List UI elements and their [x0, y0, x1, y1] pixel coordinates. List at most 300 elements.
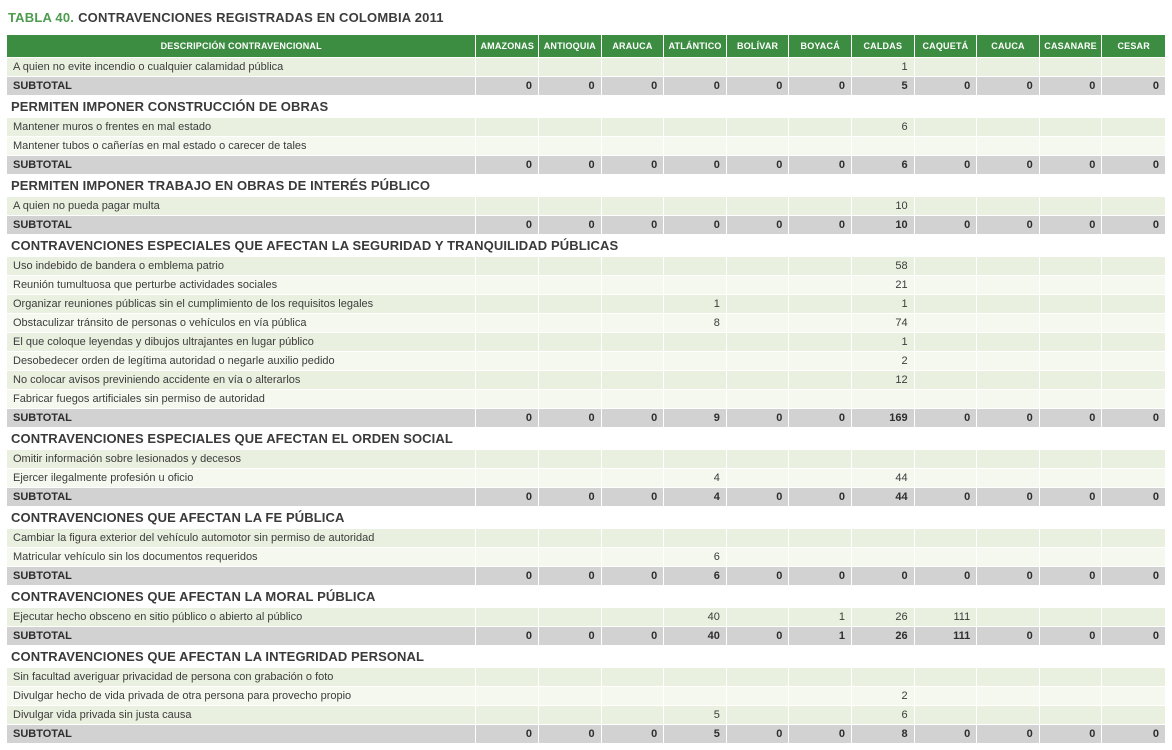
row-value: [476, 333, 539, 352]
row-value: [789, 197, 852, 216]
row-value: [1040, 668, 1103, 687]
row-value: [977, 257, 1040, 276]
row-value: [977, 118, 1040, 137]
row-description: Matricular vehículo sin los documentos requeridos: [7, 548, 476, 567]
row-value: [476, 197, 539, 216]
subtotal-value: 0: [789, 216, 852, 235]
row-value: 2: [852, 687, 915, 706]
subtotal-value: 6: [664, 567, 727, 586]
subtotal-value: 0: [727, 488, 790, 507]
row-value: 1: [789, 608, 852, 627]
table-number-label: TABLA 40.: [8, 10, 75, 25]
table-header: [7, 35, 1165, 58]
row-value: [539, 197, 602, 216]
row-value: [852, 668, 915, 687]
subtotal-label: SUBTOTAL: [7, 216, 476, 235]
subtotal-value: 5: [852, 77, 915, 96]
row-value: [789, 314, 852, 333]
row-value: [539, 469, 602, 488]
row-description: Ejecutar hecho obsceno en sitio público o abierto al público: [7, 608, 476, 627]
row-value: [977, 295, 1040, 314]
row-description: El que coloque leyendas y dibujos ultrajantes en lugar público: [7, 333, 476, 352]
subtotal-value: 0: [539, 725, 602, 744]
subtotal-value: 9: [664, 409, 727, 428]
row-description: Divulgar hecho de vida privada de otra persona para provecho propio: [7, 687, 476, 706]
subtotal-value: 0: [1102, 156, 1165, 175]
row-description: Ejercer ilegalmente profesión u oficio: [7, 469, 476, 488]
row-value: [1040, 469, 1103, 488]
row-value: [977, 137, 1040, 156]
subtotal-value: 40: [664, 627, 727, 646]
row-value: [476, 548, 539, 567]
row-value: [789, 352, 852, 371]
row-value: [977, 352, 1040, 371]
row-value: [539, 687, 602, 706]
column-header-department: ARAUCA: [602, 35, 665, 58]
row-value: [1040, 687, 1103, 706]
row-value: [602, 706, 665, 725]
row-value: [789, 371, 852, 390]
subtotal-value: 0: [1040, 567, 1103, 586]
subtotal-value: 0: [1102, 409, 1165, 428]
row-value: [539, 668, 602, 687]
row-value: [977, 314, 1040, 333]
row-value: [1040, 295, 1103, 314]
row-value: [664, 257, 727, 276]
row-value: [602, 687, 665, 706]
column-header-department: CESAR: [1102, 35, 1165, 58]
row-value: [727, 314, 790, 333]
row-value: [915, 469, 978, 488]
row-description: Divulgar vida privada sin justa causa: [7, 706, 476, 725]
row-value: [1102, 608, 1165, 627]
subtotal-value: 0: [539, 156, 602, 175]
subtotal-value: 0: [977, 156, 1040, 175]
row-value: [1102, 371, 1165, 390]
row-value: [539, 450, 602, 469]
row-value: 4: [664, 469, 727, 488]
section-title: CONTRAVENCIONES QUE AFECTAN LA FE PÚBLICA: [7, 507, 1165, 529]
subtotal-value: 0: [1040, 627, 1103, 646]
row-value: 1: [852, 295, 915, 314]
row-value: 6: [852, 118, 915, 137]
subtotal-value: 0: [476, 725, 539, 744]
row-value: [727, 548, 790, 567]
subtotal-value: 0: [1040, 409, 1103, 428]
row-value: [727, 352, 790, 371]
row-value: [977, 687, 1040, 706]
subtotal-value: 0: [664, 216, 727, 235]
row-description: Cambiar la figura exterior del vehículo automotor sin permiso de autoridad: [7, 529, 476, 548]
row-value: [664, 371, 727, 390]
row-value: [476, 257, 539, 276]
column-header-department: ANTIOQUIA: [539, 35, 602, 58]
subtotal-value: 0: [915, 216, 978, 235]
subtotal-value: 0: [1040, 156, 1103, 175]
row-value: [476, 390, 539, 409]
column-header-department: ATLÁNTICO: [664, 35, 727, 58]
row-value: [1102, 469, 1165, 488]
subtotal-value: 0: [915, 156, 978, 175]
row-value: [664, 333, 727, 352]
subtotal-value: 1: [789, 627, 852, 646]
row-value: [602, 257, 665, 276]
row-value: [727, 608, 790, 627]
row-value: 74: [852, 314, 915, 333]
table-row: [7, 137, 1165, 156]
row-value: [602, 390, 665, 409]
subtotal-value: 0: [1040, 77, 1103, 96]
row-value: [539, 529, 602, 548]
subtotal-value: 0: [727, 156, 790, 175]
row-description: Organizar reuniones públicas sin el cumplimiento de los requisitos legales: [7, 295, 476, 314]
row-value: [1040, 58, 1103, 77]
row-value: 8: [664, 314, 727, 333]
subtotal-value: 0: [539, 627, 602, 646]
row-value: [602, 469, 665, 488]
column-header-department: CAQUETÁ: [915, 35, 978, 58]
row-value: [1102, 450, 1165, 469]
subtotal-value: 0: [1102, 77, 1165, 96]
row-value: [789, 390, 852, 409]
row-value: [727, 118, 790, 137]
column-header-department: CASANARE: [1040, 35, 1103, 58]
row-value: [977, 197, 1040, 216]
row-value: [664, 668, 727, 687]
row-value: [539, 390, 602, 409]
row-value: 111: [915, 608, 978, 627]
row-value: [789, 450, 852, 469]
row-value: [1102, 137, 1165, 156]
row-value: [789, 687, 852, 706]
subtotal-value: 0: [1102, 567, 1165, 586]
subtotal-value: 0: [1040, 488, 1103, 507]
row-value: [852, 548, 915, 567]
row-value: [1040, 333, 1103, 352]
table-title-text: CONTRAVENCIONES REGISTRADAS EN COLOMBIA 2011: [78, 10, 444, 25]
subtotal-value: 0: [977, 409, 1040, 428]
subtotal-row: [7, 77, 1165, 96]
table-row: [7, 529, 1165, 548]
row-value: [915, 276, 978, 295]
row-value: [915, 58, 978, 77]
row-value: [789, 548, 852, 567]
row-value: [476, 608, 539, 627]
row-value: [1102, 58, 1165, 77]
row-value: [789, 118, 852, 137]
row-value: [977, 668, 1040, 687]
section-title: PERMITEN IMPONER CONSTRUCCIÓN DE OBRAS: [7, 96, 1165, 118]
row-value: [476, 668, 539, 687]
row-value: [602, 450, 665, 469]
subtotal-row: [7, 216, 1165, 235]
table-row: [7, 371, 1165, 390]
row-value: 44: [852, 469, 915, 488]
row-value: [727, 295, 790, 314]
row-value: [602, 371, 665, 390]
row-value: [977, 58, 1040, 77]
row-value: [1102, 548, 1165, 567]
row-value: [539, 548, 602, 567]
row-value: [602, 668, 665, 687]
column-header-department: AMAZONAS: [476, 35, 539, 58]
subtotal-value: 0: [789, 409, 852, 428]
subtotal-value: 0: [476, 409, 539, 428]
row-value: [602, 529, 665, 548]
row-value: [539, 118, 602, 137]
row-value: [539, 333, 602, 352]
row-value: [664, 197, 727, 216]
subtotal-value: 0: [1102, 627, 1165, 646]
row-value: [852, 450, 915, 469]
section-title: CONTRAVENCIONES QUE AFECTAN LA MORAL PÚBLICA: [7, 586, 1165, 608]
row-value: [476, 352, 539, 371]
row-value: [727, 529, 790, 548]
row-value: [977, 450, 1040, 469]
row-value: [727, 257, 790, 276]
subtotal-value: 0: [727, 567, 790, 586]
row-value: [789, 257, 852, 276]
row-value: [852, 137, 915, 156]
row-value: [977, 371, 1040, 390]
table-row: [7, 352, 1165, 371]
row-description: Uso indebido de bandera o emblema patrio: [7, 257, 476, 276]
table-row: [7, 450, 1165, 469]
subtotal-value: 44: [852, 488, 915, 507]
row-value: [1102, 352, 1165, 371]
subtotal-label: SUBTOTAL: [7, 409, 476, 428]
subtotal-value: 0: [977, 627, 1040, 646]
subtotal-value: 0: [602, 156, 665, 175]
subtotal-value: 0: [476, 627, 539, 646]
subtotal-value: 0: [602, 77, 665, 96]
row-value: [602, 295, 665, 314]
row-value: [1102, 333, 1165, 352]
column-header-department: CALDAS: [852, 35, 915, 58]
subtotal-value: 0: [539, 77, 602, 96]
subtotal-value: 0: [915, 725, 978, 744]
subtotal-row: [7, 488, 1165, 507]
row-value: [1040, 314, 1103, 333]
row-value: [664, 390, 727, 409]
subtotal-row: [7, 567, 1165, 586]
row-value: [602, 548, 665, 567]
row-value: [915, 137, 978, 156]
table-row: [7, 295, 1165, 314]
subtotal-label: SUBTOTAL: [7, 725, 476, 744]
subtotal-label: SUBTOTAL: [7, 77, 476, 96]
page-title: [8, 10, 1165, 25]
row-value: [539, 257, 602, 276]
subtotal-row: [7, 409, 1165, 428]
table-body: [7, 58, 1165, 744]
row-description: Obstaculizar tránsito de personas o vehículos en vía pública: [7, 314, 476, 333]
subtotal-value: 0: [852, 567, 915, 586]
subtotal-value: 0: [727, 627, 790, 646]
subtotal-value: 0: [915, 77, 978, 96]
row-value: [915, 687, 978, 706]
row-value: [1102, 687, 1165, 706]
row-value: [1040, 257, 1103, 276]
row-value: 12: [852, 371, 915, 390]
row-value: [727, 333, 790, 352]
row-value: [977, 529, 1040, 548]
row-value: [977, 469, 1040, 488]
subtotal-row: [7, 627, 1165, 646]
row-value: [727, 276, 790, 295]
subtotal-value: 0: [789, 488, 852, 507]
section-row: [7, 586, 1165, 608]
row-value: [977, 608, 1040, 627]
subtotal-value: 0: [476, 156, 539, 175]
row-value: [915, 295, 978, 314]
row-value: [727, 687, 790, 706]
row-value: [727, 668, 790, 687]
row-value: [664, 450, 727, 469]
subtotal-value: 0: [539, 216, 602, 235]
column-header-department: BOYACÁ: [789, 35, 852, 58]
row-value: [977, 276, 1040, 295]
table-row: [7, 333, 1165, 352]
row-value: [1040, 548, 1103, 567]
row-description: Reunión tumultuosa que perturbe actividades sociales: [7, 276, 476, 295]
row-value: [1102, 295, 1165, 314]
row-value: [1040, 390, 1103, 409]
row-value: [727, 706, 790, 725]
row-value: [539, 352, 602, 371]
table-row: [7, 314, 1165, 333]
row-value: [476, 529, 539, 548]
row-value: [664, 276, 727, 295]
subtotal-value: 26: [852, 627, 915, 646]
table-row: [7, 608, 1165, 627]
row-value: [476, 687, 539, 706]
row-value: [915, 450, 978, 469]
section-row: [7, 235, 1165, 257]
row-value: [602, 608, 665, 627]
row-value: [789, 706, 852, 725]
row-value: [602, 333, 665, 352]
subtotal-value: 0: [789, 156, 852, 175]
row-value: [539, 314, 602, 333]
row-value: [915, 668, 978, 687]
row-value: [1040, 608, 1103, 627]
row-value: [664, 58, 727, 77]
section-title: CONTRAVENCIONES ESPECIALES QUE AFECTAN LA SEGURIDAD Y TRANQUILIDAD PÚBLICAS: [7, 235, 1165, 257]
row-value: [602, 118, 665, 137]
row-description: A quien no pueda pagar multa: [7, 197, 476, 216]
row-value: [539, 58, 602, 77]
row-value: [476, 706, 539, 725]
row-value: [789, 58, 852, 77]
row-value: [1102, 390, 1165, 409]
row-value: [539, 371, 602, 390]
subtotal-value: 8: [852, 725, 915, 744]
row-value: [664, 352, 727, 371]
row-value: [1040, 450, 1103, 469]
row-value: [1040, 706, 1103, 725]
subtotal-row: [7, 725, 1165, 744]
row-value: [476, 118, 539, 137]
row-value: 21: [852, 276, 915, 295]
table-row: [7, 276, 1165, 295]
row-value: [789, 295, 852, 314]
subtotal-value: 0: [789, 725, 852, 744]
subtotal-value: 0: [539, 409, 602, 428]
row-value: [539, 706, 602, 725]
section-row: [7, 646, 1165, 668]
row-value: 1: [852, 58, 915, 77]
row-value: [476, 314, 539, 333]
table-row: [7, 668, 1165, 687]
section-title: CONTRAVENCIONES ESPECIALES QUE AFECTAN EL ORDEN SOCIAL: [7, 428, 1165, 450]
row-value: [664, 687, 727, 706]
subtotal-value: 0: [539, 567, 602, 586]
row-value: [1040, 118, 1103, 137]
subtotal-label: SUBTOTAL: [7, 567, 476, 586]
subtotal-value: 111: [915, 627, 978, 646]
row-value: [977, 333, 1040, 352]
row-value: [1102, 668, 1165, 687]
subtotal-value: 0: [539, 488, 602, 507]
subtotal-value: 0: [915, 567, 978, 586]
row-value: [602, 276, 665, 295]
table-row: [7, 469, 1165, 488]
row-value: 58: [852, 257, 915, 276]
subtotal-value: 4: [664, 488, 727, 507]
row-value: 1: [664, 295, 727, 314]
header-row: [7, 35, 1165, 58]
row-value: [1040, 197, 1103, 216]
subtotal-value: 0: [602, 725, 665, 744]
subtotal-value: 0: [977, 567, 1040, 586]
row-description: Mantener tubos o cañerías en mal estado o carecer de tales: [7, 137, 476, 156]
subtotal-value: 0: [977, 77, 1040, 96]
row-value: [915, 257, 978, 276]
row-value: [915, 390, 978, 409]
row-value: 5: [664, 706, 727, 725]
subtotal-value: 0: [727, 77, 790, 96]
row-value: [789, 469, 852, 488]
section-title: CONTRAVENCIONES QUE AFECTAN LA INTEGRIDAD PERSONAL: [7, 646, 1165, 668]
row-value: [539, 276, 602, 295]
column-header-description: DESCRIPCIÓN CONTRAVENCIONAL: [7, 35, 476, 58]
table-row: [7, 687, 1165, 706]
row-value: [664, 137, 727, 156]
row-description: Omitir información sobre lesionados y decesos: [7, 450, 476, 469]
row-value: [602, 58, 665, 77]
row-value: [1102, 276, 1165, 295]
row-value: [727, 58, 790, 77]
row-value: [476, 371, 539, 390]
contraventions-table: [7, 35, 1165, 744]
row-value: [1040, 137, 1103, 156]
row-description: Desobedecer orden de legítima autoridad o negarle auxilio pedido: [7, 352, 476, 371]
subtotal-value: 0: [476, 567, 539, 586]
subtotal-value: 0: [602, 488, 665, 507]
row-description: Mantener muros o frentes en mal estado: [7, 118, 476, 137]
row-value: [1102, 257, 1165, 276]
row-value: [852, 529, 915, 548]
row-value: [727, 390, 790, 409]
subtotal-row: [7, 156, 1165, 175]
row-value: [789, 276, 852, 295]
row-value: [977, 548, 1040, 567]
row-value: [1040, 529, 1103, 548]
table-row: [7, 118, 1165, 137]
subtotal-value: 0: [602, 567, 665, 586]
row-value: [1102, 197, 1165, 216]
